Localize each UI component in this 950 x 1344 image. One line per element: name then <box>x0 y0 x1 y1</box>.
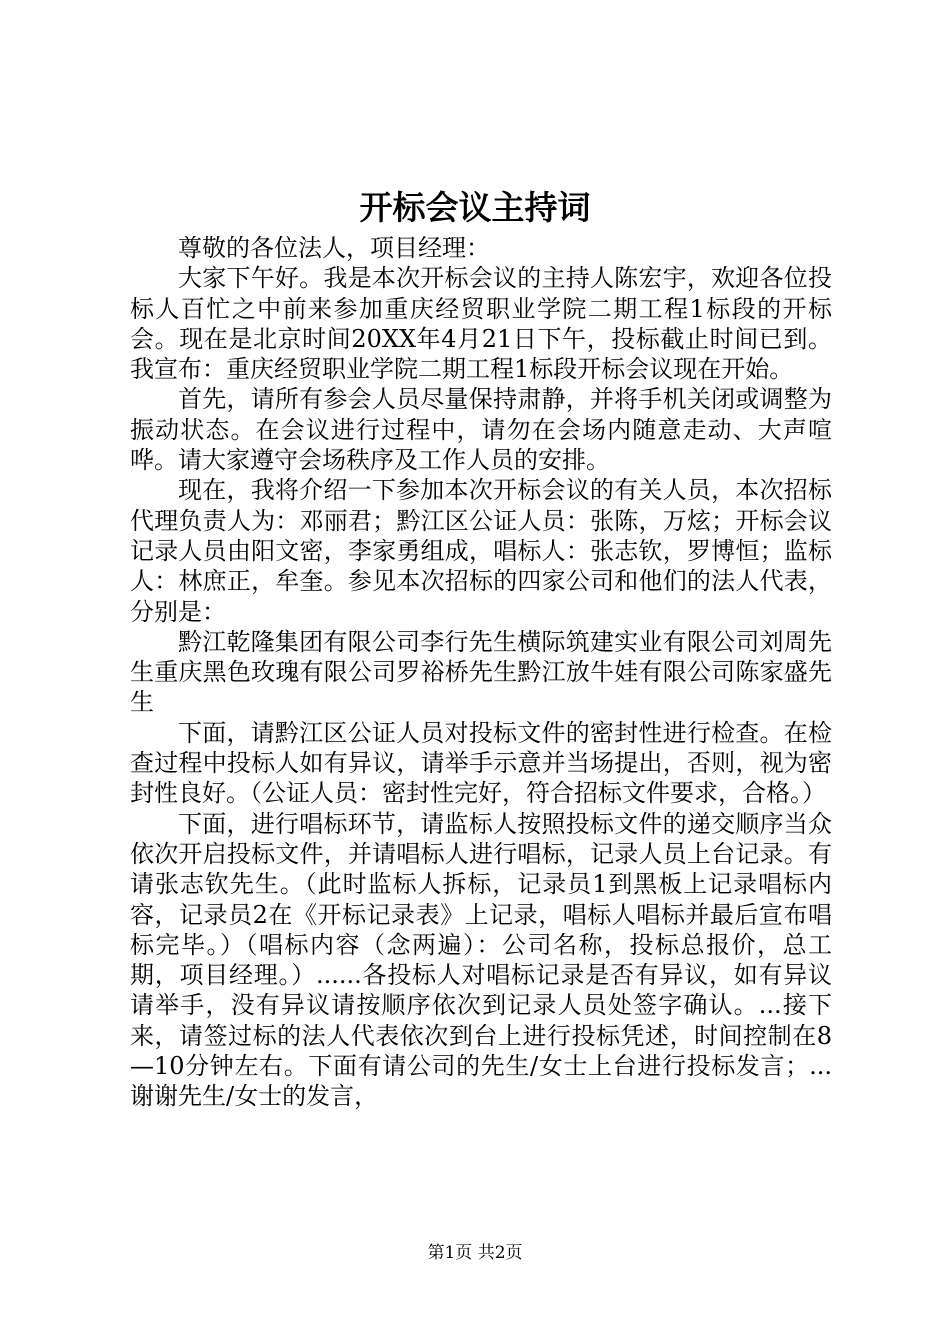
opening-paragraph: 大家下午好。我是本次开标会议的主持人陈宏宇，欢迎各位投标人百忙之中前来参加重庆经贸职业学院二期工程1标段的开标会。现在是北京时间20XX年4月21日下午，投标截止时间已到。我宣布：重庆经贸职业学院二期工程1标段开标会议现在开始。 <box>130 264 832 384</box>
salutation-paragraph: 尊敬的各位法人，项目经理： <box>178 234 490 262</box>
seal-check-paragraph: 下面，请黔江区公证人员对投标文件的密封性进行检查。在检查过程中投标人如有异议，请举手示意并当场提出，否则，视为密封性良好。（公证人员：密封性完好，符合招标文件要求，合格。） <box>130 718 832 808</box>
bid-opening-paragraph: 下面，进行唱标环节，请监标人按照投标文件的递交顺序当众依次开启投标文件，并请唱标人进行唱标，记录人员上台记录。有请张志钦先生。（此时监标人拆标，记录员1到黑板上记录唱标内容，记录员2在《开标记录表》上记录，唱标人唱标并最后宣布唱标完毕。）（唱标内容（念两遍）：公司名称，投标总报价，总工期，项目经理。）......各投标人对唱标记录是否有异议，如有异议请举手，没有异议请按顺序依次到记录人员处签字确认。...接下来，请签过标的法人代表依次到台上进行投标凭述，时间控制在8—10分钟左右。下面有请公司的先生/女士上台进行投标发言；...谢谢先生/女士的发言， <box>130 809 832 1111</box>
order-paragraph: 首先，请所有参会人员尽量保持肃静，并将手机关闭或调整为振动状态。在会议进行过程中，请勿在会场内随意走动、大声喧哗。请大家遵守会场秩序及工作人员的安排。 <box>130 385 832 475</box>
document-body <box>130 233 832 1112</box>
companies-paragraph: 黔江乾隆集团有限公司李行先生横际筑建实业有限公司刘周先生重庆黑色玫瑰有限公司罗裕桥先生黔江放牛娃有限公司陈家盛先生 <box>130 627 832 717</box>
page-title: 开标会议主持词 <box>359 188 591 227</box>
page-footer: 第1页 共2页 <box>427 1243 523 1263</box>
personnel-paragraph: 现在，我将介绍一下参加本次开标会议的有关人员，本次招标代理负责人为：邓丽君；黔江区公证人员：张陈，万炫；开标会议记录人员由阳文密，李家勇组成，唱标人：张志钦，罗博恒；监标人：林庶正，牟奎。参见本次招标的四家公司和他们的法人代表，分别是： <box>130 476 832 626</box>
